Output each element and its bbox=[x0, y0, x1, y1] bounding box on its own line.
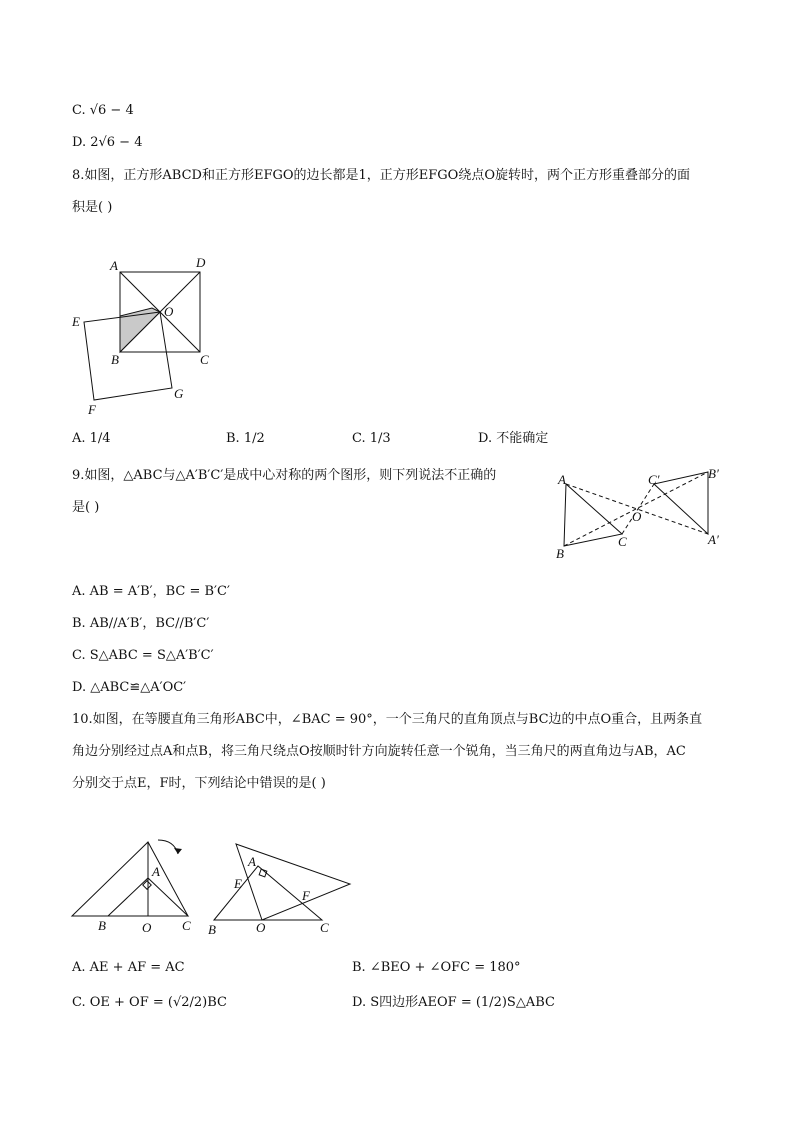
q10-option-b: B. ∠BEO + ∠OFC = 180° bbox=[352, 960, 521, 975]
right-angle-mark-right bbox=[259, 869, 267, 877]
q9-option-a: A. AB = A′B′，BC = B′C′ bbox=[72, 584, 230, 599]
arrow-head-icon bbox=[174, 848, 182, 854]
q9-text-line2: 是( ) bbox=[72, 500, 100, 515]
label-c: C bbox=[200, 352, 209, 367]
q8-option-d: D. 不能确定 bbox=[478, 431, 549, 446]
label-a-right: A bbox=[248, 854, 256, 869]
q10-option-c: C. OE + OF = (√2/2)BC bbox=[72, 995, 227, 1010]
label-a: A bbox=[558, 472, 566, 487]
rotation-arrow bbox=[158, 840, 178, 854]
q8-text-line1: 8.如图，正方形ABCD和正方形EFGO的边长都是1，正方形EFGO绕点O旋转时，两个正方形重叠部分的面 bbox=[72, 168, 690, 183]
label-a-left: A bbox=[152, 864, 160, 879]
large-triangle bbox=[72, 842, 188, 916]
label-c-prime: C′ bbox=[648, 472, 660, 487]
label-o-left: O bbox=[142, 920, 152, 935]
q8-option-a: A. 1/4 bbox=[72, 431, 111, 446]
q9-figure bbox=[552, 462, 732, 562]
q9-option-b: B. AB//A′B′，BC//B′C′ bbox=[72, 616, 210, 631]
q10-figure bbox=[66, 832, 366, 942]
label-d: D bbox=[196, 255, 206, 270]
q7-option-d: D. 2√6 − 4 bbox=[72, 135, 143, 150]
label-o: O bbox=[164, 304, 174, 319]
q10-option-a: A. AE + AF = AC bbox=[72, 960, 185, 975]
label-b-right: B bbox=[208, 922, 216, 937]
label-e-right: E bbox=[234, 876, 242, 891]
label-c: C bbox=[618, 534, 627, 549]
q10-text-line3: 分别交于点E，F时，下列结论中错误的是( ) bbox=[72, 776, 326, 791]
q8-figure bbox=[66, 252, 226, 422]
q7-option-c: C. √6 − 4 bbox=[72, 103, 134, 118]
q8-option-c: C. 1/3 bbox=[352, 431, 391, 446]
label-b-prime: B′ bbox=[708, 466, 719, 481]
label-b: B bbox=[111, 352, 119, 367]
q8-option-b: B. 1/2 bbox=[226, 431, 265, 446]
label-g: G bbox=[174, 386, 184, 401]
q8-text-line2: 积是( ) bbox=[72, 200, 113, 215]
label-c-left: C bbox=[182, 918, 191, 933]
label-c-right: C bbox=[320, 920, 329, 935]
q9-text-line1: 9.如图，△ABC与△A′B′C′是成中心对称的两个图形，则下列说法不正确的 bbox=[72, 468, 497, 483]
label-a-prime: A′ bbox=[708, 532, 719, 547]
label-a: A bbox=[110, 258, 118, 273]
q9-option-c: C. S△ABC = S△A′B′C′ bbox=[72, 648, 214, 663]
label-f: F bbox=[88, 402, 96, 417]
label-b: B bbox=[556, 546, 564, 561]
q10-text-line1: 10.如图，在等腰直角三角形ABC中，∠BAC = 90°，一个三角尺的直角顶点与BC边的中点O重合，且两条直 bbox=[72, 712, 703, 727]
label-o-right: O bbox=[256, 920, 266, 935]
label-o: O bbox=[632, 509, 642, 524]
label-b-left: B bbox=[98, 918, 106, 933]
q9-option-d: D. △ABC≌△A′OC′ bbox=[72, 680, 187, 695]
q10-text-line2: 角边分别经过点A和点B，将三角尺绕点O按顺时针方向旋转任意一个锐角，当三角尺的两直角边与AB，AC bbox=[72, 744, 686, 759]
label-e: E bbox=[72, 314, 80, 329]
label-f-right: F bbox=[302, 888, 310, 903]
q10-option-d: D. S四边形AEOF = (1/2)S△ABC bbox=[352, 995, 555, 1010]
